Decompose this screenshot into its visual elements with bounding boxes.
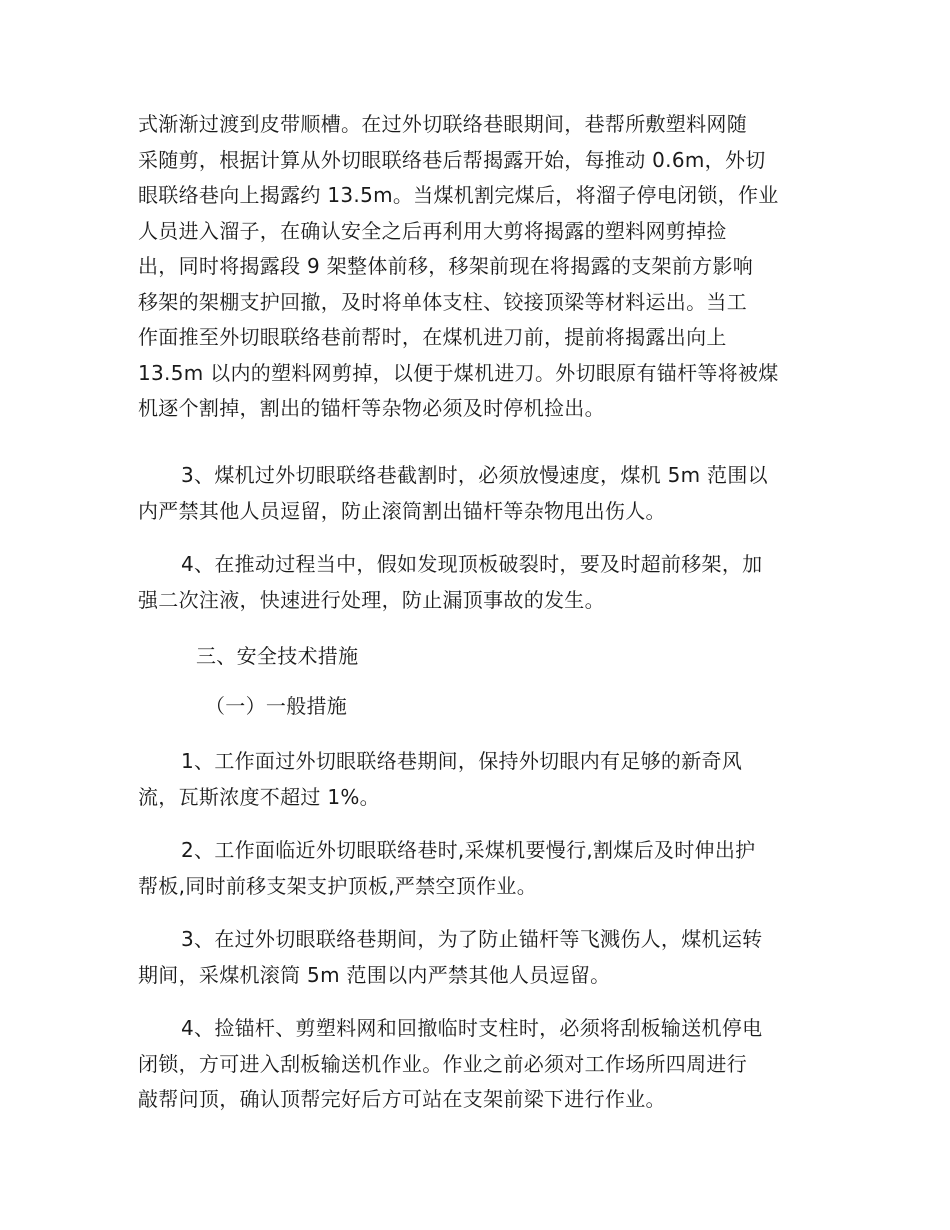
text-line: 3、在过外切眼联络巷期间，为了防止锚杆等飞溅伤人，煤机运转 bbox=[181, 927, 763, 951]
subsection-heading bbox=[138, 689, 808, 725]
text-line: 出，同时将揭露段 9 架整体前移，移架前现在将揭露的支架前方影响 bbox=[138, 254, 754, 278]
section-heading bbox=[138, 639, 808, 675]
paragraph-measure-1 bbox=[138, 744, 808, 815]
text-line: 机逐个割掉，割出的锚杆等杂物必须及时停机捡出。 bbox=[138, 396, 605, 420]
text-line: 采随剪，根据计算从外切眼联络巷后帮揭露开始，每推动 0.6m，外切 bbox=[138, 147, 766, 172]
paragraph-measure-4 bbox=[138, 1011, 808, 1118]
text-line: 期间，采煤机滚筒 5m 范围以内严禁其他人员逗留。 bbox=[138, 962, 611, 987]
heading-text: （一）一般措施 bbox=[205, 694, 348, 718]
text-line: 式渐渐过渡到皮带顺槽。在过外切联络巷眼期间，巷帮所敷塑料网随 bbox=[138, 112, 747, 136]
paragraph-measure-3 bbox=[138, 922, 808, 993]
text-line: 人员进入溜子，在确认安全之后再利用大剪将揭露的塑料网剪掉捡 bbox=[138, 218, 727, 243]
text-line: 眼联络巷向上揭露约 13.5m。当煤机割完煤后，将溜子停电闭锁，作业 bbox=[138, 183, 779, 207]
text-line: 移架的架棚支护回撤，及时将单体支柱、铰接顶梁等材料运出。当工 bbox=[138, 289, 747, 314]
text-line: 2、工作面临近外切眼联络巷时,采煤机要慢行,割煤后及时伸出护 bbox=[181, 838, 756, 862]
heading-text: 三、安全技术措施 bbox=[196, 644, 359, 668]
text-line: 3、煤机过外切眼联络巷截割时，必须放慢速度，煤机 5m 范围以 bbox=[181, 463, 768, 487]
text-line: 4、在推动过程当中，假如发现顶板破裂时，要及时超前移架，加 bbox=[181, 552, 763, 576]
text-line: 1、工作面过外切眼联络巷期间，保持外切眼内有足够的新奇风 bbox=[181, 749, 743, 773]
text-line: 流，瓦斯浓度不超过 1%。 bbox=[138, 784, 380, 809]
paragraph-continuation bbox=[138, 107, 808, 427]
text-line: 13.5m 以内的塑料网剪掉，以便于煤机进刀。外切眼原有锚杆等将被煤 bbox=[138, 360, 779, 385]
text-line: 强二次注液，快速进行处理，防止漏顶事故的发生。 bbox=[138, 587, 605, 612]
text-line: 敲帮问顶，确认顶帮完好后方可站在支架前梁下进行作业。 bbox=[138, 1087, 666, 1111]
paragraph-measure-2 bbox=[138, 833, 808, 904]
text-line: 内严禁其他人员逗留，防止滚筒割出锚杆等杂物甩出伤人。 bbox=[138, 498, 666, 523]
text-line: 帮板,同时前移支架支护顶板,严禁空顶作业。 bbox=[138, 873, 538, 898]
text-line: 闭锁，方可进入刮板输送机作业。作业之前必须对工作场所四周进行 bbox=[138, 1051, 747, 1076]
paragraph-item-3 bbox=[138, 458, 808, 529]
text-line: 作面推至外切眼联络巷前帮时，在煤机进刀前，提前将揭露出向上 bbox=[138, 325, 727, 349]
text-line: 4、捡锚杆、剪塑料网和回撤临时支柱时，必须将刮板输送机停电 bbox=[181, 1016, 763, 1040]
paragraph-item-4 bbox=[138, 547, 808, 618]
